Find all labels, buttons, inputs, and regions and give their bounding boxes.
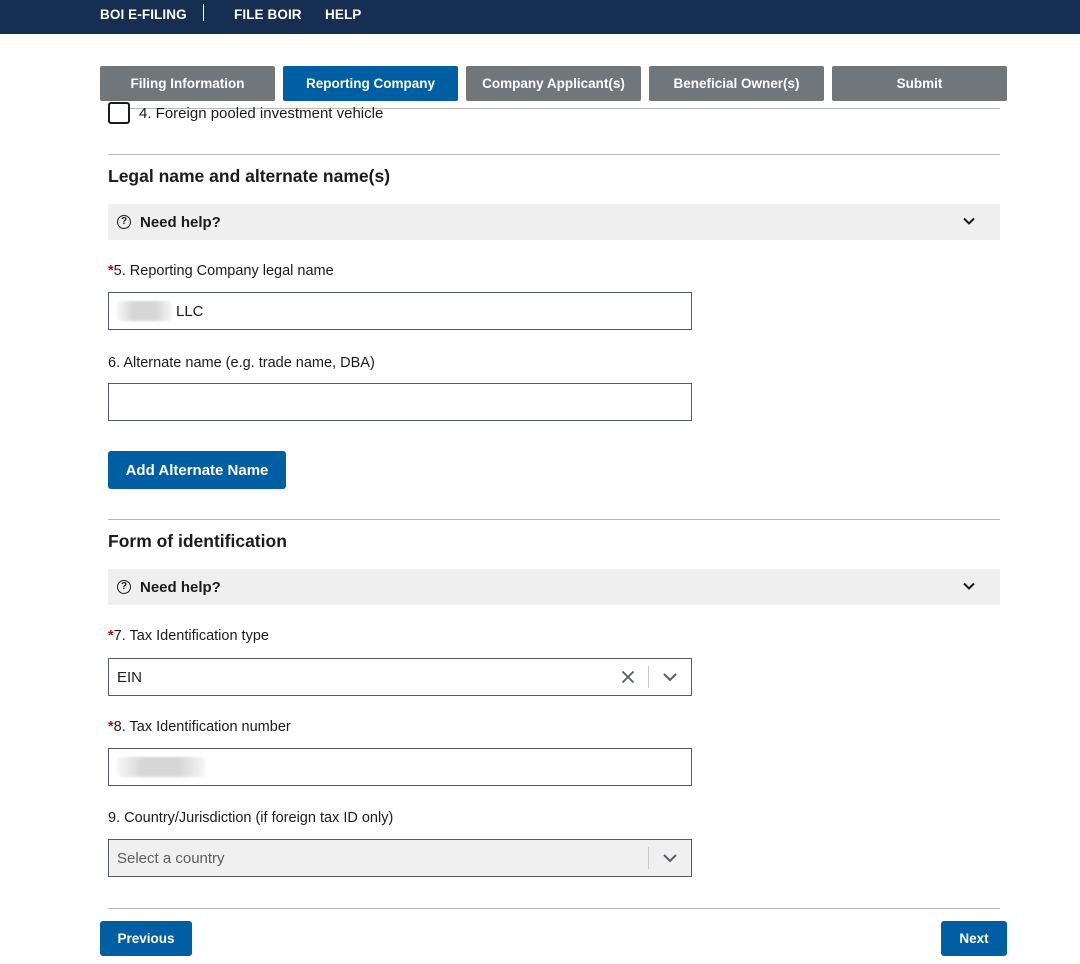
- legal-name-value: LLC: [176, 302, 204, 320]
- tax-id-type-value: EIN: [117, 668, 143, 686]
- tax-id-type-label: [108, 628, 269, 644]
- divider: [108, 154, 1000, 155]
- legal-name-label-text: 5. Reporting Company legal name: [113, 263, 334, 279]
- redacted-text: [117, 301, 172, 321]
- nav-link-file-boir[interactable]: FILE BOIR: [234, 6, 302, 22]
- country-placeholder: Select a country: [117, 849, 225, 867]
- tax-id-number-input[interactable]: [108, 748, 692, 786]
- step-filing-information[interactable]: Filing Information: [100, 66, 275, 101]
- legal-name-label: [108, 263, 334, 279]
- checkbox-box[interactable]: [108, 102, 130, 124]
- tax-id-number-label-text: 8. Tax Identification number: [113, 719, 291, 735]
- previous-button[interactable]: Previous: [100, 921, 192, 956]
- chevron-down-icon[interactable]: [649, 669, 691, 685]
- step-company-applicants[interactable]: Company Applicant(s): [466, 66, 641, 101]
- step-beneficial-owners[interactable]: Beneficial Owner(s): [649, 66, 824, 101]
- section-title-legal-name: Legal name and alternate name(s): [108, 166, 391, 186]
- nav-divider: [203, 4, 204, 21]
- country-label: 9. Country/Jurisdiction (if foreign tax ID only): [108, 810, 394, 826]
- top-nav-bar: [0, 0, 1080, 34]
- step-submit[interactable]: Submit: [832, 66, 1007, 101]
- need-help-accordion-legal-name[interactable]: [108, 204, 1000, 240]
- redacted-text: [117, 757, 205, 777]
- checkbox-foreign-pooled-investment-vehicle[interactable]: [108, 102, 383, 124]
- required-mark: *: [108, 263, 114, 279]
- section-title-form-of-identification: Form of identification: [108, 531, 287, 551]
- tax-id-number-label: [108, 719, 291, 735]
- select-controls: [648, 840, 691, 876]
- next-button[interactable]: Next: [941, 921, 1007, 956]
- step-reporting-company[interactable]: Reporting Company: [283, 66, 458, 101]
- required-mark: *: [108, 628, 114, 644]
- tax-id-type-label-text: 7. Tax Identification type: [113, 628, 269, 644]
- question-circle-icon: ?: [117, 215, 131, 229]
- need-help-label: Need help?: [140, 578, 221, 596]
- brand-link[interactable]: BOI E-FILING: [100, 6, 187, 22]
- country-select[interactable]: [108, 839, 692, 877]
- alternate-name-label: 6. Alternate name (e.g. trade name, DBA): [108, 355, 375, 371]
- legal-name-input[interactable]: [108, 292, 692, 330]
- divider: [108, 519, 1000, 520]
- chevron-down-icon[interactable]: [649, 850, 691, 866]
- nav-link-help[interactable]: HELP: [325, 6, 362, 22]
- step-navigation: [100, 66, 1007, 101]
- clear-icon[interactable]: [608, 670, 648, 684]
- question-circle-icon: ?: [117, 580, 131, 594]
- need-help-accordion-identification[interactable]: [108, 569, 1000, 605]
- add-alternate-name-button[interactable]: Add Alternate Name: [108, 451, 286, 489]
- alternate-name-input[interactable]: [108, 383, 692, 421]
- select-controls: [608, 659, 691, 695]
- chevron-down-icon: [962, 214, 976, 228]
- tax-id-type-select[interactable]: [108, 658, 692, 696]
- need-help-label: Need help?: [140, 213, 221, 231]
- required-mark: *: [108, 719, 114, 735]
- divider: [108, 908, 1000, 909]
- checkbox-label: 4. Foreign pooled investment vehicle: [139, 104, 384, 122]
- chevron-down-icon: [962, 579, 976, 593]
